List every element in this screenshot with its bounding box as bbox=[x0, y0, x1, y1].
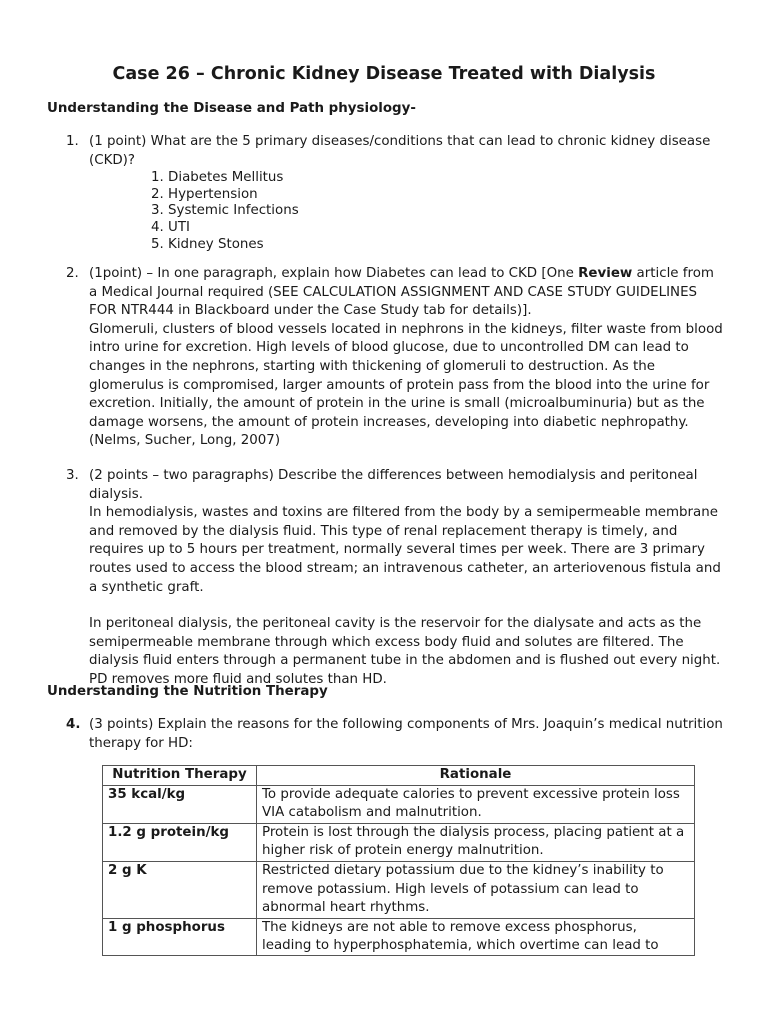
nutrition-therapy-table bbox=[102, 765, 695, 956]
question-3 bbox=[66, 467, 726, 690]
table-header-row bbox=[103, 766, 695, 786]
prompt-text: (1point) – In one paragraph, explain how Diabetes can lead to CKD [One bbox=[89, 266, 579, 281]
answer-paragraph: Glomeruli, clusters of blood vessels located in nephrons in the kidneys, filter waste from blood intro urine for excretion. High levels of blood glucose, due to uncontrolled DM can lead to changes in the nephrons, starting with thickening of glomeruli to destruction. As the glomerulus is compromised, larger amounts of protein pass from the blood into the urine for excretion. Initially, the amount of protein in the urine is small (microalbuminuria) but as the damage worsens, the amount of protein increases, developing into diabetic nephropathy. (Nelms, Sucher, Long, 2007) bbox=[89, 321, 723, 449]
list-item: 3. Systemic Infections bbox=[151, 203, 299, 219]
column-header: Nutrition Therapy bbox=[103, 766, 257, 786]
column-header: Rationale bbox=[257, 766, 695, 786]
rationale-cell: Restricted dietary potassium due to the kidney’s inability to remove potassium. High levels of potassium can lead to abnormal heart rhythms. bbox=[257, 861, 695, 918]
question-prompt: (1 point) What are the 5 primary diseases/conditions that can lead to chronic kidney disease (CKD)? bbox=[89, 134, 711, 168]
question-prompt: (2 points – two paragraphs) Describe the differences between hemodialysis and peritoneal dialysis. bbox=[89, 468, 698, 502]
question-4 bbox=[66, 716, 726, 753]
question-number: 2. bbox=[66, 266, 79, 281]
prompt-text: article from a Medical Journal required (SEE CALCULATION ASSIGNMENT AND CASE STUDY GUIDELINES FOR NTR444 in Blackboard under the Case Study tab for details)]. bbox=[89, 266, 714, 319]
prompt-emphasis: Review bbox=[578, 266, 633, 281]
list-item: 5. Kidney Stones bbox=[151, 236, 264, 252]
question-number: 4. bbox=[66, 717, 81, 732]
table-row bbox=[103, 823, 695, 861]
rationale-cell: To provide adequate calories to prevent excessive protein loss VIA catabolism and malnutrition. bbox=[257, 785, 695, 823]
question-2 bbox=[66, 265, 726, 451]
answer-list bbox=[89, 170, 726, 253]
therapy-cell: 2 g K bbox=[103, 861, 257, 918]
answer-paragraph: In hemodialysis, wastes and toxins are filtered from the body by a semipermeable membrane and removed by the dialysis fluid. This type of renal replacement therapy is timely, and requires up to 5 hours per treatment, normally several times per week. There are 3 primary routes used to access the blood stream; an intravenous catheter, an arteriovenous fistula and a synthetic graft. bbox=[89, 505, 721, 595]
table-row bbox=[103, 861, 695, 918]
document-title: Case 26 – Chronic Kidney Disease Treated with Dialysis bbox=[112, 64, 656, 84]
question-1 bbox=[66, 133, 726, 253]
list-item: 1. Diabetes Mellitus bbox=[151, 170, 284, 186]
question-prompt: (3 points) Explain the reasons for the following components of Mrs. Joaquin’s medical nutrition therapy for HD: bbox=[89, 717, 723, 751]
question-number: 3. bbox=[66, 468, 79, 483]
question-prompt bbox=[89, 265, 726, 321]
list-item: 2. Hypertension bbox=[151, 186, 258, 202]
section-heading-disease: Understanding the Disease and Path physiology- bbox=[47, 101, 416, 116]
therapy-cell: 35 kcal/kg bbox=[103, 785, 257, 823]
rationale-cell: Protein is lost through the dialysis process, placing patient at a higher risk of protein energy malnutrition. bbox=[257, 823, 695, 861]
table-row bbox=[103, 918, 695, 955]
rationale-cell bbox=[257, 918, 695, 955]
therapy-cell: 1.2 g protein/kg bbox=[103, 823, 257, 861]
question-number: 1. bbox=[66, 134, 79, 149]
therapy-cell: 1 g phosphorus bbox=[103, 918, 257, 955]
list-item: 4. UTI bbox=[151, 219, 190, 235]
section-heading-nutrition: Understanding the Nutrition Therapy bbox=[47, 684, 328, 699]
table-row bbox=[103, 785, 695, 823]
answer-paragraph: In peritoneal dialysis, the peritoneal cavity is the reservoir for the dialysate and acts as the semipermeable membrane through which excess body fluid and solutes are filtered. The dialysis fluid enters through a permanent tube in the abdomen and is flushed out every night. PD removes more fluid and solutes than HD. bbox=[89, 616, 721, 687]
rationale-text: The kidneys are not able to remove excess phosphorus, leading to hyperphosphatemia, which overtime can lead to bbox=[262, 919, 659, 954]
